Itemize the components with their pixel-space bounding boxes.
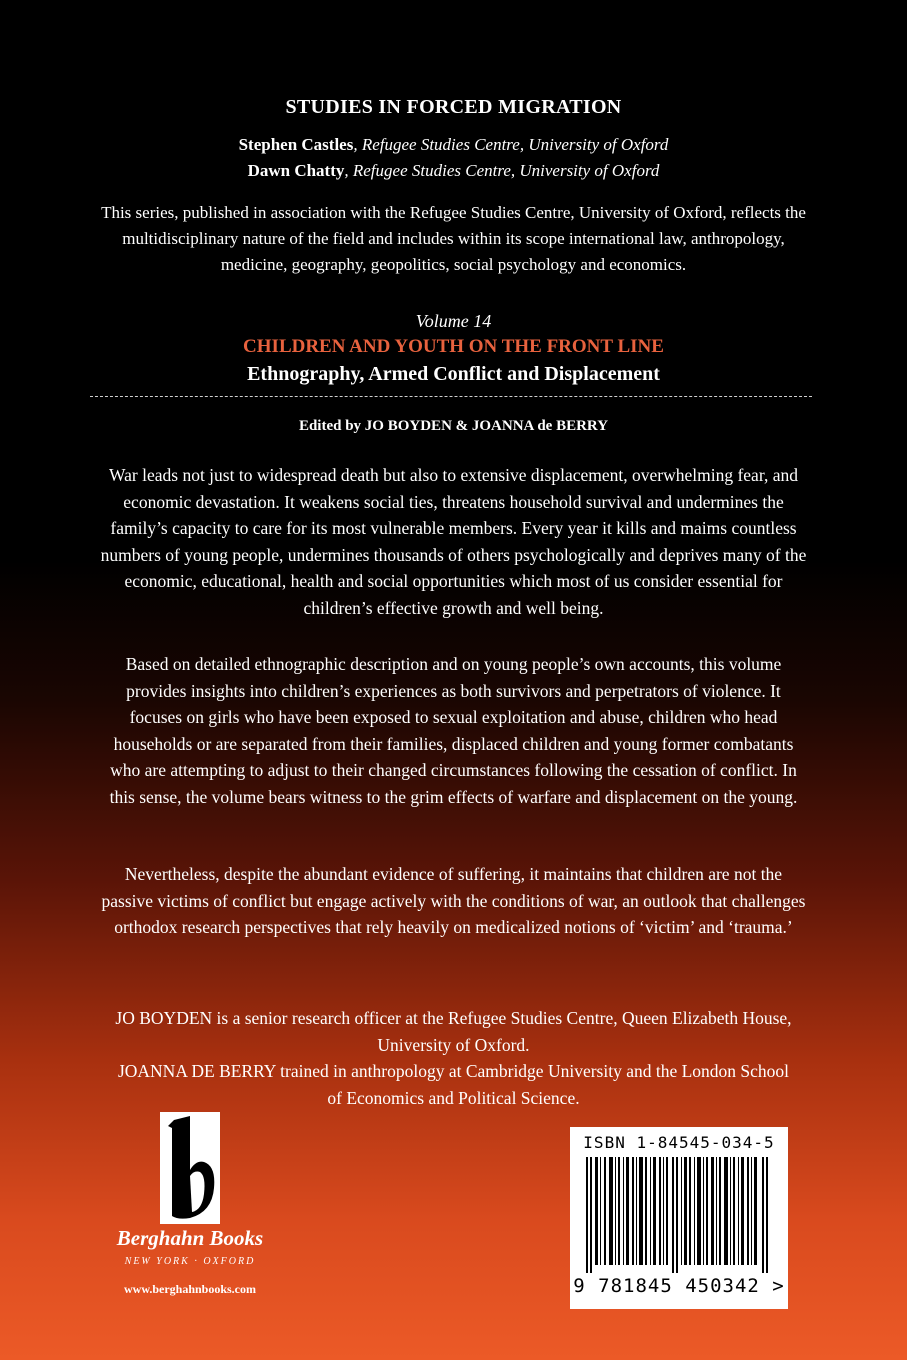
book-title: CHILDREN AND YOUTH ON THE FRONT LINE: [243, 336, 664, 357]
volume-number: Volume 14: [415, 311, 492, 331]
blurb-paragraph-2: Based on detailed ethnographic description and on young people’s own accounts, this volume provides insights into children’s experiences as both survivors and perpetrators of violence. It focuses on girls who have been exposed to sexual exploitation and abuse, children who head households or are separated from their families, displaced children and young former combatants who are attempting to adjust to their changed circumstances following the cessation of conflict. In this sense, the volume bears witness to the grim effects of warfare and displacement on the young.: [109, 654, 798, 807]
author-bio-2: JOANNA DE BERRY trained in anthropology at Cambridge University and the London School of Economics and Political Science.: [117, 1061, 790, 1108]
editor-name: Dawn Chatty: [247, 161, 345, 180]
series-editor-2: [0, 161, 907, 181]
editor-affiliation: , Refugee Studies Centre, University of Oxford: [353, 135, 669, 154]
author-bio-1: JO BOYDEN is a senior research officer at the Refugee Studies Centre, Queen Elizabeth House, University of Oxford.: [115, 1008, 792, 1055]
editor-name: Stephen Castles: [238, 135, 354, 154]
editor-affiliation: , Refugee Studies Centre, University of Oxford: [344, 161, 660, 180]
series-description: This series, published in association with the Refugee Studies Centre, University of Oxford, reflects the multidisciplinary nature of the field and includes within its scope international law, anthropology, medicine, geography, geopolitics, social psychology and economics.: [101, 203, 806, 274]
blurb-paragraph-1: War leads not just to widespread death but also to extensive displacement, overwhelming fear, and economic devastation. It weakens social ties, threatens household survival and undermines the family’s capacity to care for its most vulnerable members. Every year it kills and maims countless numbers of young people, undermines thousands of others psychologically and deprives many of the economic, educational, health and social opportunities which most of us consider essential for children’s effective growth and well being.: [100, 465, 807, 618]
book-subtitle: Ethnography, Armed Conflict and Displacement: [247, 363, 660, 385]
divider: [90, 396, 812, 397]
barcode-icon: [584, 1157, 774, 1273]
blurb-paragraph-3: Nevertheless, despite the abundant evidence of suffering, it maintains that children are not the passive victims of conflict but engage actively with the conditions of war, an outlook that challenges orthodox research perspectives that rely heavily on medicalized notions of ‘victim’ and ‘trauma.’: [101, 864, 806, 937]
barcode-box: [570, 1127, 788, 1309]
publisher-logo-icon: [160, 1112, 220, 1224]
publisher-url[interactable]: www.berghahnbooks.com: [123, 1282, 257, 1296]
publisher-place: NEW YORK · OXFORD: [124, 1256, 256, 1267]
series-editor-1: [0, 135, 907, 155]
series-title: STUDIES IN FORCED MIGRATION: [285, 96, 622, 118]
publisher-name: Berghahn Books: [116, 1226, 264, 1250]
barcode-number: 9 781845 450342 >: [573, 1275, 785, 1297]
isbn-label: ISBN 1-84545-034-5: [583, 1133, 775, 1152]
edited-by: Edited by JO BOYDEN & JOANNA de BERRY: [298, 418, 609, 434]
